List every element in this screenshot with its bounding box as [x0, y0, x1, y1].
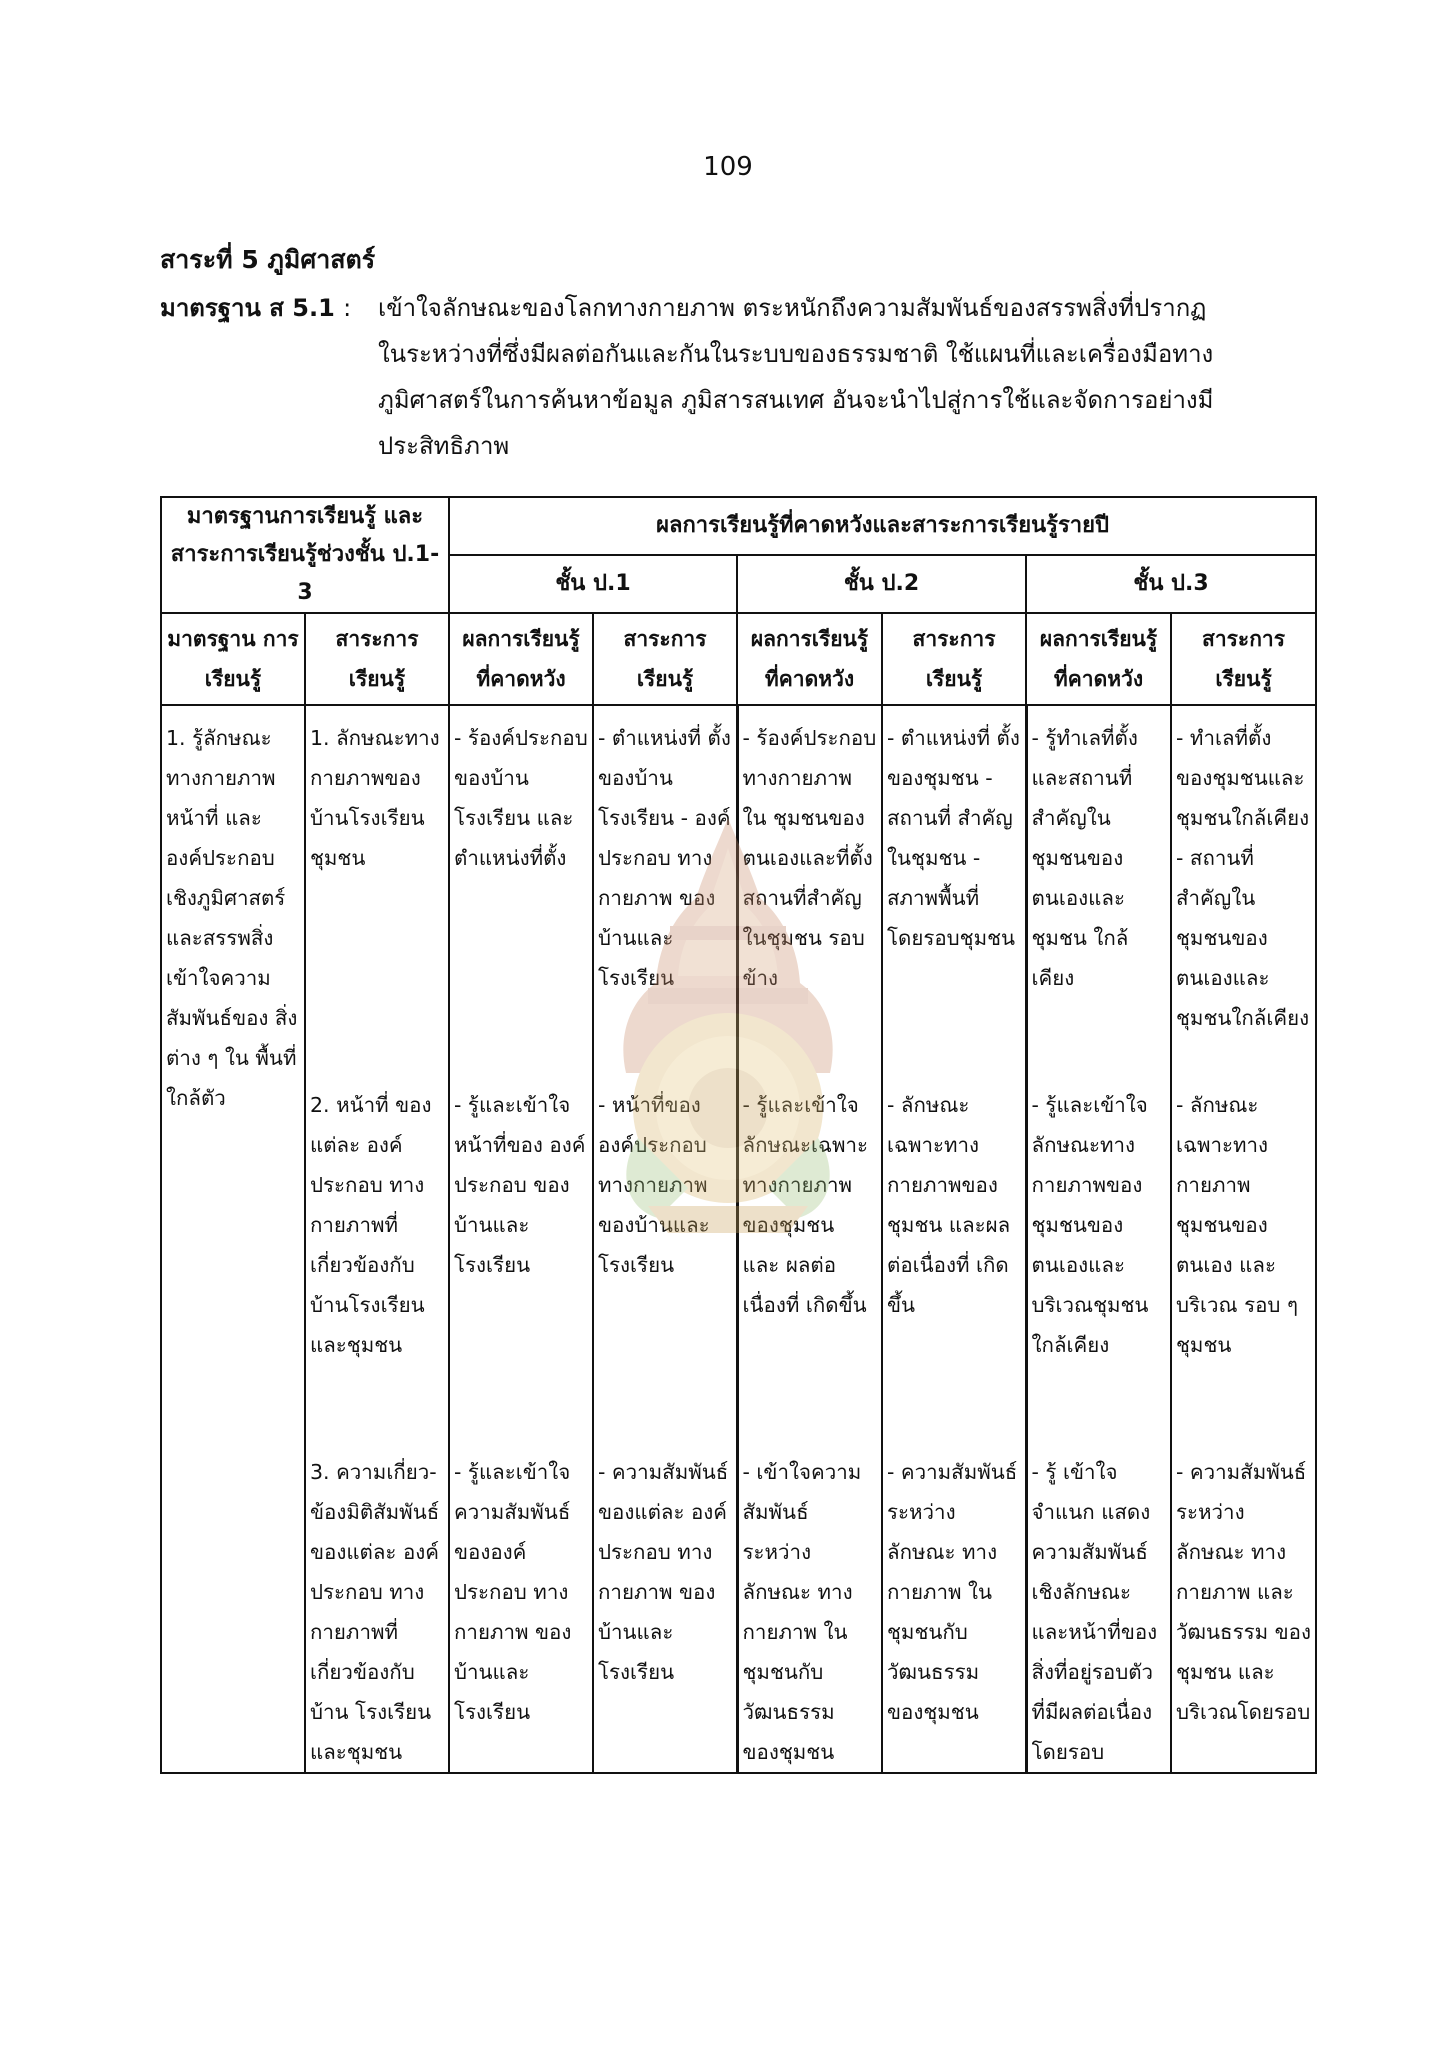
subject-title: สาระที่ 5 ภูมิศาสตร์ — [160, 245, 376, 274]
p1-content-cell — [593, 705, 737, 1773]
p3-content-item: - ลักษณะ เฉพาะทาง กายภาพ ชุมชนของตนเอง และบริเวณ รอบ ๆ ชุมชน — [1176, 1093, 1298, 1357]
p2-expected-cell — [737, 705, 882, 1773]
content-cell — [305, 705, 449, 1773]
grade-header: ชั้น ป.3 — [1026, 555, 1316, 613]
p3-content-item: - ทำเลที่ตั้ง ของชุมชนและ ชุมชนใกล้เคียง - สถานที่ สำคัญใน ชุมชนของ ตนเองและ ชุมชนใกล้เคียง — [1176, 726, 1310, 1030]
p2-expected-item: - รู้และเข้าใจ ลักษณะเฉพาะ ทางกายภาพ ของชุมชน และ ผลต่อเนื่องที่ เกิดขึ้น — [742, 1093, 869, 1317]
p1-expected-item: - ร้องค์ประกอบ ของบ้าน โรงเรียน และ ตำแหน่งที่ตั้ง — [454, 726, 588, 870]
page-number: 109 — [703, 152, 753, 182]
p2-content-item: - ตำแหน่งที่ ตั้งของชุมชน - สถานที่ สำคัญในชุมชน - สภาพพื้นที่ โดยรอบชุมชน — [887, 726, 1020, 950]
p2-content-item: - ลักษณะ เฉพาะทาง กายภาพของ ชุมชน และผล ต่อเนื่องที่ เกิดขึ้น — [887, 1093, 1011, 1317]
p3-expected-cell — [1026, 705, 1171, 1773]
standard-line: ประสิทธิภาพ — [378, 432, 510, 460]
standard-line: เข้าใจลักษณะของโลกทางกายภาพ ตระหนักถึงความสัมพันธ์ของสรรพสิ่งที่ปรากฏ — [378, 294, 1207, 322]
content-item: 1. ลักษณะทาง กายภาพของ บ้านโรงเรียน ชุมชน — [310, 726, 440, 870]
grade-header: ชั้น ป.2 — [737, 555, 1026, 613]
header-expected-outcomes: ผลการเรียนรู้ที่คาดหวังและสาระการเรียนรู้รายปี — [449, 497, 1316, 555]
standard-cell: 1. รู้ลักษณะ ทางกายภาพ หน้าที่ และ องค์ประกอบ เชิงภูมิศาสตร์ และสรรพสิ่ง เข้าใจความ สัมพันธ์ของ สิ่งต่าง ๆ ใน พื้นที่ใกล้ตัว — [161, 705, 305, 1773]
p3-expected-item: - รู้และเข้าใจ ลักษณะทาง กายภาพของ ชุมชนของ ตนเองและ บริเวณชุมชน ใกล้เคียง — [1031, 1093, 1149, 1357]
p3-expected-item: - รู้ทำเลที่ตั้ง และสถานที่ สำคัญใน ชุมชนของ ตนเองและ ชุมชน ใกล้เคียง — [1031, 726, 1138, 990]
p3-expected-item: - รู้ เข้าใจ จำแนก แสดง ความสัมพันธ์ เชิงลักษณะ และหน้าที่ของ สิ่งที่อยู่รอบตัว ที่มีผลต่อเนื่อง โดยรอบ — [1031, 1460, 1158, 1764]
p2-content-item: - ความสัมพันธ์ ระหว่างลักษณะ ทางกายภาพ ใน ชุมชนกับ วัฒนธรรม ของชุมชน — [887, 1460, 1018, 1724]
p1-expected-item: - รู้และเข้าใจ ความสัมพันธ์ ขององค์ประกอบ ทางกายภาพ ของบ้านและ โรงเรียน — [454, 1460, 572, 1724]
subheader-yearly-content: สาระการ เรียนรู้ — [593, 613, 737, 705]
subheader-yearly-content: สาระการ เรียนรู้ — [1171, 613, 1316, 705]
subheader-content: สาระการ เรียนรู้ — [305, 613, 449, 705]
subheader-expected: ผลการเรียนรู้ ที่คาดหวัง — [1026, 613, 1171, 705]
standard-code: มาตรฐาน ส 5.1 — [160, 294, 335, 322]
curriculum-table — [160, 496, 1317, 1774]
standard-line: ภูมิศาสตร์ในการค้นหาข้อมูล ภูมิสารสนเทศ อันจะนำไปสู่การใช้และจัดการอย่างมี — [378, 386, 1214, 414]
content-item: 2. หน้าที่ ของแต่ละ องค์ประกอบ ทางกายภาพที่ เกี่ยวข้องกับ บ้านโรงเรียน และชุมชน — [310, 1093, 432, 1357]
header-standards-content: มาตรฐานการเรียนรู้ และ สาระการเรียนรู้ช่วงชั้น ป.1-3 — [161, 497, 449, 613]
p2-expected-item: - เข้าใจความ สัมพันธ์ระหว่าง ลักษณะ ทางกายภาพ ใน ชุมชนกับ วัฒนธรรม ของชุมชน — [742, 1460, 862, 1764]
p2-content-cell — [882, 705, 1026, 1773]
standard-label — [160, 288, 351, 328]
standard-colon: : — [343, 294, 352, 322]
subheader-yearly-content: สาระการ เรียนรู้ — [882, 613, 1026, 705]
p3-content-item: - ความสัมพันธ์ ระหว่างลักษณะ ทางกายภาพ และวัฒนธรรม ของชุมชน และ บริเวณโดยรอบ — [1176, 1460, 1311, 1724]
p2-expected-item: - ร้องค์ประกอบ ทางกายภาพ ใน ชุมชนของ ตนเองและที่ตั้ง สถานที่สำคัญ ในชุมชน รอบข้าง — [742, 726, 877, 990]
p1-content-item: - ตำแหน่งที่ ตั้งของบ้าน โรงเรียน - องค์ประกอบ ทางกายภาพ ของบ้านและ โรงเรียน — [598, 726, 731, 990]
p1-content-item: - หน้าที่ของ องค์ประกอบ ทางกายภาพ ของบ้านและ โรงเรียน — [598, 1093, 710, 1277]
subheader-expected: ผลการเรียนรู้ ที่คาดหวัง — [449, 613, 593, 705]
grade-header: ชั้น ป.1 — [449, 555, 737, 613]
subheader-expected: ผลการเรียนรู้ ที่คาดหวัง — [737, 613, 882, 705]
subheader-standard: มาตรฐาน การเรียนรู้ — [161, 613, 305, 705]
p1-expected-item: - รู้และเข้าใจ หน้าที่ของ องค์ประกอบ ของบ้านและ โรงเรียน — [454, 1093, 586, 1277]
p1-content-item: - ความสัมพันธ์ ของแต่ละ องค์ประกอบ ทางกายภาพ ของบ้านและ โรงเรียน — [598, 1460, 729, 1684]
standard-line: ในระหว่างที่ซึ่งมีผลต่อกันและกันในระบบของธรรมชาติ ใช้แผนที่และเครื่องมือทาง — [378, 340, 1214, 368]
p1-expected-cell — [449, 705, 593, 1773]
content-item: 3. ความเกี่ยว- ข้องมิติสัมพันธ์ ของแต่ละ องค์ประกอบ ทางกายภาพที่ เกี่ยวข้องกับ บ้าน โรงเรียน และชุมชน — [310, 1460, 440, 1764]
p3-content-cell — [1171, 705, 1316, 1773]
